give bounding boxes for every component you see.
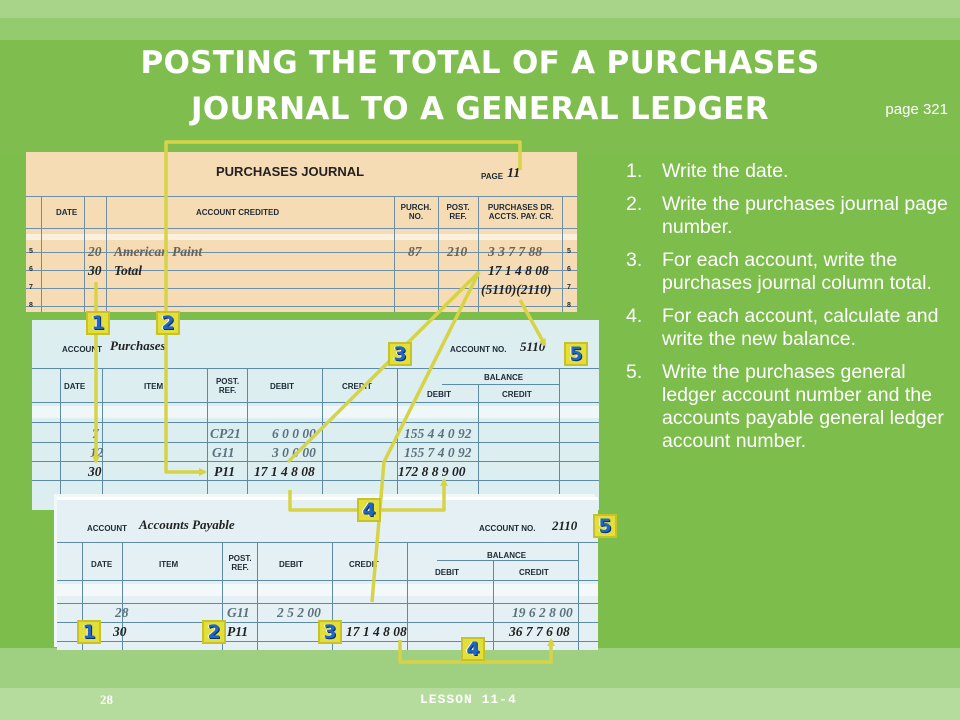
col-item: ITEM bbox=[144, 382, 164, 391]
step-1 bbox=[626, 160, 956, 183]
entry-post-ref: 210 bbox=[447, 244, 468, 259]
step-text: Write the purchases journal page number. bbox=[662, 193, 948, 238]
callout-3-purchases: 3 bbox=[388, 342, 412, 366]
step-text: For each account, write the purchases journal column total. bbox=[662, 249, 932, 294]
ledger-debit: 6 0 0 00 bbox=[272, 426, 316, 441]
callout-2-journal: 2 bbox=[156, 311, 180, 335]
callout-1-journal: 1 bbox=[86, 311, 110, 335]
rule bbox=[26, 228, 577, 229]
ledger-balance: 155 7 4 0 92 bbox=[404, 445, 472, 460]
line-number: 5 bbox=[29, 248, 33, 255]
column-rule bbox=[207, 368, 208, 510]
step-3 bbox=[626, 249, 956, 295]
column-rule bbox=[84, 196, 85, 312]
step-number: 4. bbox=[626, 305, 643, 327]
entry-account: American Paint bbox=[114, 244, 203, 259]
journal-title: PURCHASES JOURNAL bbox=[216, 164, 365, 179]
rule bbox=[57, 603, 598, 604]
column-rule bbox=[578, 542, 579, 650]
col-debit: DEBIT bbox=[270, 382, 294, 391]
callout-1-payable: 1 bbox=[77, 620, 101, 644]
entry-day: 20 bbox=[88, 244, 102, 259]
posted-post-ref: P11 bbox=[214, 464, 236, 479]
journal-page-label: PAGE bbox=[481, 172, 504, 181]
step-number: 3. bbox=[626, 249, 643, 271]
posted-day: 30 bbox=[88, 464, 102, 479]
rule bbox=[26, 306, 577, 307]
line-number: 6 bbox=[29, 266, 33, 273]
rule bbox=[437, 560, 578, 561]
entry-amount: 3 3 7 7 88 bbox=[488, 244, 542, 259]
column-rule bbox=[106, 196, 107, 312]
row-gap bbox=[57, 584, 598, 596]
col-purch-no: PURCH. NO. bbox=[400, 203, 432, 221]
col-item: ITEM bbox=[159, 560, 179, 569]
line-number: 7 bbox=[29, 284, 33, 291]
step-number: 5. bbox=[626, 361, 643, 383]
col-post-ref: POST. REF. bbox=[228, 554, 252, 572]
step-number: 2. bbox=[626, 193, 643, 215]
line-number: 8 bbox=[567, 302, 571, 309]
account-name: Accounts Payable bbox=[139, 517, 235, 532]
posted-credit: 17 1 4 8 08 bbox=[346, 624, 407, 639]
callout-2-payable: 2 bbox=[202, 620, 226, 644]
posted-post-ref: P11 bbox=[227, 624, 249, 639]
ledger-debit: 3 0 0 00 bbox=[272, 445, 316, 460]
rule bbox=[57, 542, 598, 543]
column-rule bbox=[60, 368, 61, 510]
col-balance-debit: DEBIT bbox=[435, 568, 459, 577]
column-rule bbox=[322, 368, 323, 510]
total-amount: 17 1 4 8 08 bbox=[488, 263, 549, 278]
col-balance-credit: CREDIT bbox=[519, 568, 549, 577]
slide-number: 28 bbox=[100, 692, 113, 707]
page-reference: page 321 bbox=[885, 101, 948, 118]
top-band-2 bbox=[0, 18, 960, 40]
ledger-debit: 2 5 2 00 bbox=[277, 605, 321, 620]
step-text: Write the date. bbox=[662, 160, 789, 182]
ledger-post-ref: CP21 bbox=[210, 426, 241, 441]
col-date: DATE bbox=[91, 560, 113, 569]
step-text: Write the purchases general ledger account number and the accounts payable general ledger account number. bbox=[662, 361, 944, 452]
callout-5-purchases: 5 bbox=[564, 342, 588, 366]
col-balance-debit: DEBIT bbox=[427, 390, 451, 399]
column-rule bbox=[102, 368, 103, 510]
callout-4-payable: 4 bbox=[461, 637, 485, 661]
column-rule bbox=[394, 196, 395, 312]
rule bbox=[32, 422, 599, 423]
total-label: Total bbox=[114, 263, 143, 278]
step-2 bbox=[626, 193, 956, 239]
line-number: 5 bbox=[567, 248, 571, 255]
col-account-credited: ACCOUNT CREDITED bbox=[196, 208, 280, 217]
rule bbox=[32, 368, 599, 369]
row-gap bbox=[32, 406, 599, 418]
col-date: DATE bbox=[64, 382, 86, 391]
steps-list bbox=[626, 160, 956, 463]
lesson-label: LESSON 11-4 bbox=[420, 692, 517, 707]
col-credit: CREDIT bbox=[349, 560, 379, 569]
total-day: 30 bbox=[88, 263, 102, 278]
posted-debit: 17 1 4 8 08 bbox=[254, 464, 315, 479]
line-number: 7 bbox=[567, 284, 571, 291]
purchases-ledger-image bbox=[32, 320, 599, 510]
slide-title: POSTING THE TOTAL OF A PURCHASES JOURNAL TO A GENERAL LEDGER bbox=[140, 45, 820, 127]
step-5 bbox=[626, 361, 956, 453]
posted-balance: 172 8 8 9 00 bbox=[398, 464, 466, 479]
posted-account-numbers: (5110)(2110) bbox=[481, 282, 552, 297]
ledger-day: 7 bbox=[92, 426, 99, 441]
step-4 bbox=[626, 305, 956, 351]
column-rule bbox=[438, 196, 439, 312]
column-rule bbox=[257, 542, 258, 650]
account-no: 5110 bbox=[520, 339, 546, 354]
ledger-post-ref: G11 bbox=[227, 605, 250, 620]
posted-balance: 36 7 7 6 08 bbox=[509, 624, 570, 639]
account-label: ACCOUNT bbox=[87, 524, 127, 533]
rule bbox=[32, 480, 599, 481]
col-post-ref: POST. REF. bbox=[215, 377, 240, 395]
top-band bbox=[0, 0, 960, 18]
ledger-post-ref: G11 bbox=[212, 445, 235, 460]
row-gap bbox=[26, 234, 577, 240]
column-rule bbox=[407, 542, 408, 650]
account-label: ACCOUNT bbox=[62, 345, 102, 354]
col-date: DATE bbox=[56, 208, 78, 217]
step-text: For each account, calculate and write the new balance. bbox=[662, 305, 939, 350]
rule bbox=[32, 402, 599, 403]
column-rule bbox=[478, 196, 479, 312]
rule bbox=[32, 461, 599, 462]
callout-4-purchases: 4 bbox=[357, 498, 381, 522]
account-name: Purchases bbox=[110, 338, 166, 353]
line-number: 6 bbox=[567, 266, 571, 273]
rule bbox=[57, 580, 598, 581]
column-rule bbox=[562, 196, 563, 312]
column-rule bbox=[397, 368, 398, 510]
callout-3-payable: 3 bbox=[318, 620, 342, 644]
callout-5-payable: 5 bbox=[593, 514, 617, 538]
col-post-ref: POST. REF. bbox=[446, 203, 470, 221]
col-debit: DEBIT bbox=[279, 560, 303, 569]
col-balance: BALANCE bbox=[484, 373, 524, 382]
ledger-day: 28 bbox=[115, 605, 129, 620]
step-number: 1. bbox=[626, 160, 643, 182]
column-rule bbox=[247, 368, 248, 510]
column-rule bbox=[478, 384, 479, 510]
line-number: 8 bbox=[29, 302, 33, 309]
col-balance: BALANCE bbox=[487, 551, 527, 560]
entry-purch-no: 87 bbox=[408, 244, 422, 259]
ledger-balance: 19 6 2 8 00 bbox=[512, 605, 573, 620]
posted-day: 30 bbox=[113, 624, 127, 639]
column-rule bbox=[493, 560, 494, 650]
col-credit: CREDIT bbox=[342, 382, 372, 391]
col-balance-credit: CREDIT bbox=[502, 390, 532, 399]
col-purchases-amount: PURCHASES DR. ACCTS. PAY. CR. bbox=[487, 203, 555, 221]
rule bbox=[32, 442, 599, 443]
column-rule bbox=[41, 196, 42, 312]
ledger-balance: 155 4 4 0 92 bbox=[404, 426, 472, 441]
account-no-label: ACCOUNT NO. bbox=[479, 524, 536, 533]
rule bbox=[26, 196, 577, 197]
ledger-day: 12 bbox=[90, 445, 104, 460]
account-no-label: ACCOUNT NO. bbox=[450, 345, 507, 354]
column-rule bbox=[559, 368, 560, 510]
rule bbox=[442, 384, 559, 385]
purchases-journal-image bbox=[26, 152, 577, 312]
account-no: 2110 bbox=[552, 518, 578, 533]
journal-page-number: 11 bbox=[507, 166, 521, 181]
